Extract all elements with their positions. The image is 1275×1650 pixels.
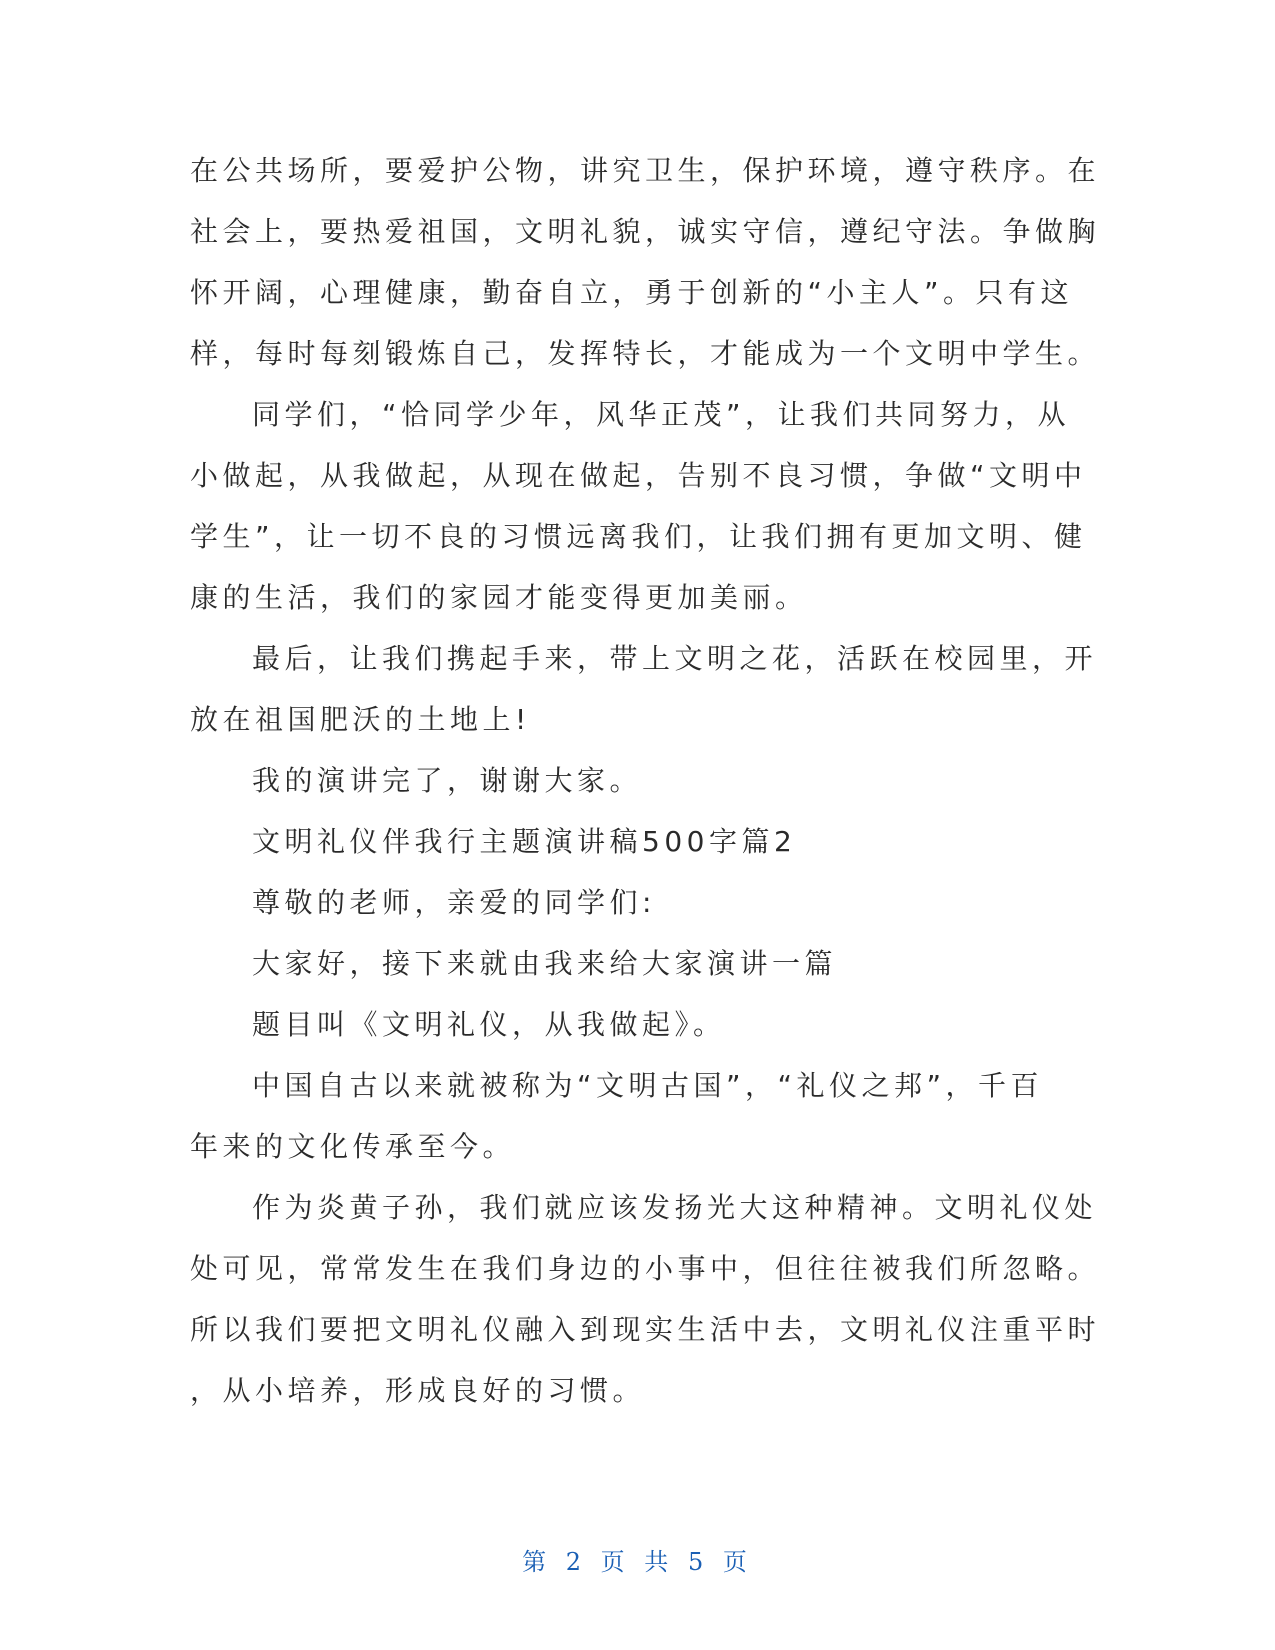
text-line: 放在祖国肥沃的土地上! xyxy=(190,703,531,736)
text-line: 在公共场所，要爱护公物，讲究卫生，保护环境，遵守秩序。在 xyxy=(190,154,1101,187)
salutation-line: 尊敬的老师，亲爱的同学们: xyxy=(252,886,656,919)
page-number-footer: 第 2 页 共 5 页 xyxy=(522,1548,753,1576)
paragraph-start-line: 作为炎黄子孙，我们就应该发扬光大这种精神。文明礼仪处 xyxy=(252,1191,1098,1224)
text-line: ，从小培养，形成良好的习惯。 xyxy=(190,1374,646,1407)
text-line: 样，每时每刻锻炼自己，发挥特长，才能成为一个文明中学生。 xyxy=(190,337,1101,370)
paragraph-start-line: 中国自古以来就被称为“文明古国”，“礼仪之邦”，千百 xyxy=(252,1069,1044,1102)
text-line: 小做起，从我做起，从现在做起，告别不良习惯，争做“文明中 xyxy=(190,459,1087,492)
text-line: 学生”，让一切不良的习惯远离我们，让我们拥有更加文明、健 xyxy=(190,520,1087,553)
text-line: 所以我们要把文明礼仪融入到现实生活中去，文明礼仪注重平时 xyxy=(190,1313,1101,1346)
paragraph-start-line: 题目叫《文明礼仪，从我做起》。 xyxy=(252,1008,726,1041)
paragraph-start-line: 最后，让我们携起手来，带上文明之花，活跃在校园里，开 xyxy=(252,642,1098,675)
section-heading: 文明礼仪伴我行主题演讲稿500字篇2 xyxy=(252,825,797,858)
paragraph-start-line: 我的演讲完了，谢谢大家。 xyxy=(252,764,643,797)
text-line: 社会上，要热爱祖国，文明礼貌，诚实守信，遵纪守法。争做胸 xyxy=(190,215,1101,248)
paragraph-start-line: 同学们，“恰同学少年，风华正茂”，让我们共同努力，从 xyxy=(252,398,1071,431)
text-line: 年来的文化传承至今。 xyxy=(190,1130,516,1163)
text-line: 处可见，常常发生在我们身边的小事中，但往往被我们所忽略。 xyxy=(190,1252,1101,1285)
document-body xyxy=(190,140,1101,1421)
text-line: 怀开阔，心理健康，勤奋自立，勇于创新的“小主人”。只有这 xyxy=(190,276,1074,309)
text-line: 康的生活，我们的家园才能变得更加美丽。 xyxy=(190,581,808,614)
paragraph-start-line: 大家好，接下来就由我来给大家演讲一篇 xyxy=(252,947,838,980)
